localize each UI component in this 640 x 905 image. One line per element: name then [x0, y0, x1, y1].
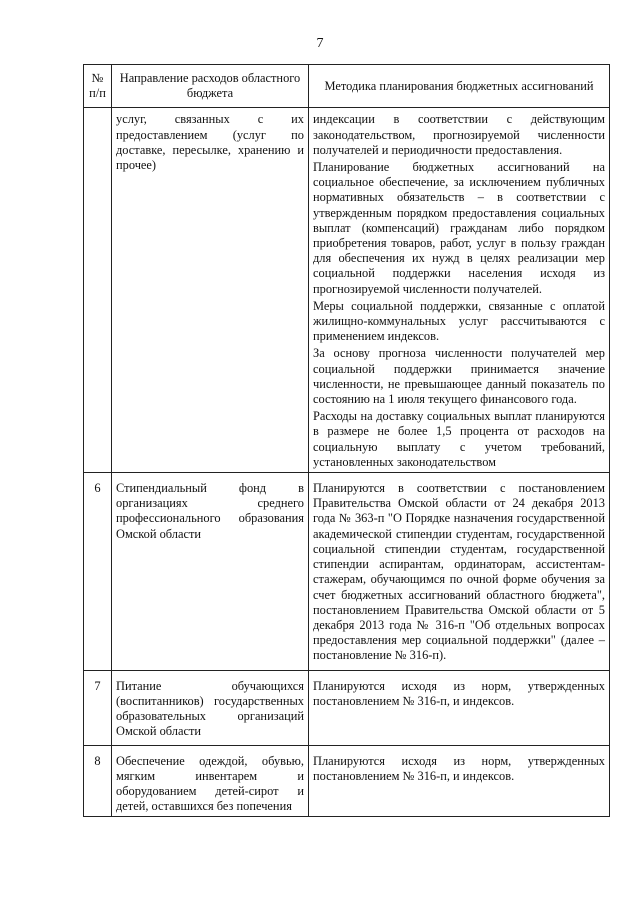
row-method: [309, 108, 610, 473]
row-direction: Обеспечение одеждой, обувью, мягким инвентарем и оборудованием детей-сирот и детей, оставшихся без попечения: [112, 745, 309, 817]
row-num: 6: [84, 473, 112, 670]
row-num: 8: [84, 745, 112, 817]
row-method: [309, 473, 610, 670]
method-paragraph: Планирование бюджетных ассигнований на социальное обеспечение, за исключением публичных нормативных обязательств – в соответствии с утвержденным порядком предоставления социальных выплат (компенсаций) гражданам либо порядком приобретения товаров, работ, услуг в пользу граждан для обеспечения их нужд в целях реализации мер социальной поддержки населения исходя из прогнозируемой численности получателей.: [313, 160, 605, 296]
header-direction: Направление расходов областного бюджета: [112, 65, 309, 108]
row-direction: Питание обучающихся (воспитанников) государственных образовательных организаций Омской области: [112, 670, 309, 745]
method-paragraph: Планируются в соответствии с постановлением Правительства Омской области от 24 декабря 2013 года № 363-п "О Порядке назначения государственной академической стипендии студентам, государственной социальной стипендии студентам, государственной стипендии аспирантам, ординаторам, ассистентам-стажерам, обучающимся по очной форме обучения за счет бюджетных ассигнований областного бюджета", постановлением Правительства Омской области от 5 декабря 2013 года № 316-п "Об отдельных вопросах предоставления мер социальной поддержки" (далее – постановление № 316-п).: [313, 481, 605, 663]
row-direction: услуг, связанных с их предоставлением (услуг по доставке, пересылке, хранению и прочее): [112, 108, 309, 473]
row-method: [309, 670, 610, 745]
row-direction: Стипендиальный фонд в организациях среднего профессионального образования Омской области: [112, 473, 309, 670]
row-num: 7: [84, 670, 112, 745]
method-paragraph: индексации в соответствии с действующим законодательством, прогнозируемой численности получателей и периодичности предоставления.: [313, 112, 605, 157]
header-num: № п/п: [84, 65, 112, 108]
page-number: 7: [316, 36, 324, 51]
row-num: [84, 108, 112, 473]
method-paragraph: Планируются исходя из норм, утвержденных постановлением № 316-п, и индексов.: [313, 753, 605, 783]
table-row: [84, 745, 610, 817]
budget-table: [83, 64, 610, 817]
method-paragraph: Планируются исходя из норм, утвержденных постановлением № 316-п, и индексов.: [313, 678, 605, 708]
method-paragraph: Меры социальной поддержки, связанные с оплатой жилищно-коммунальных услуг рассчитываются с применением индексов.: [313, 298, 605, 344]
table-row: [84, 670, 610, 745]
method-paragraph: Расходы на доставку социальных выплат планируются в размере не более 1,5 процента от расходов на социальную выплату с учетом требований, установленных законодательством: [313, 409, 605, 469]
table-header-row: [84, 65, 610, 108]
header-method: Методика планирования бюджетных ассигнований: [309, 65, 610, 108]
row-method: [309, 745, 610, 817]
table-row: [84, 473, 610, 670]
method-paragraph: За основу прогноза численности получателей мер социальной поддержки принимается значение численности, не превышающее данный показатель по состоянию на 1 июля текущего финансового года.: [313, 346, 605, 407]
table-row: [84, 108, 610, 473]
